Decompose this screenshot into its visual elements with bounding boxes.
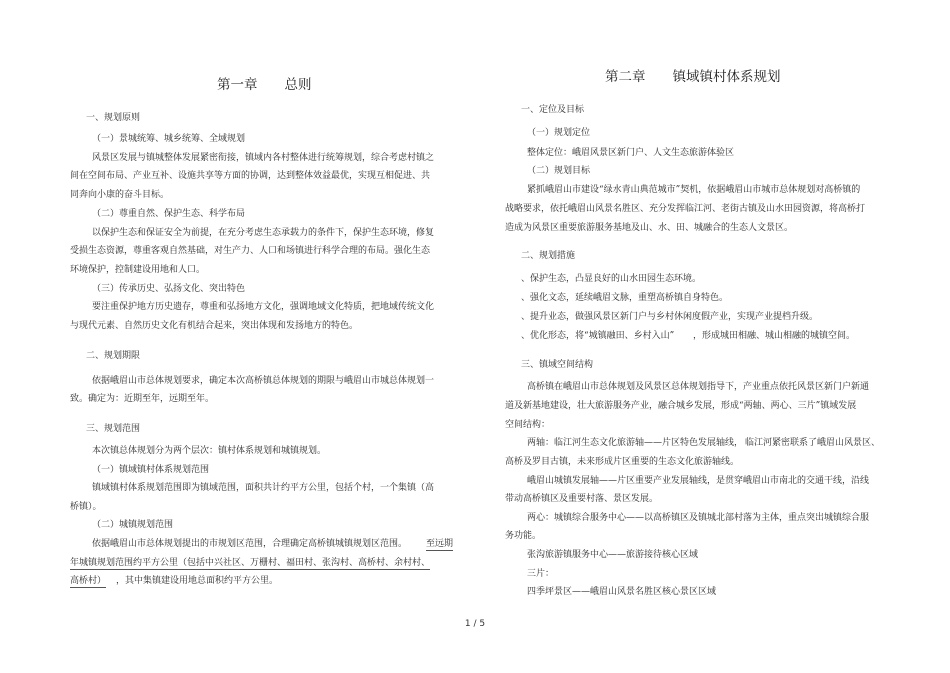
paragraph-line: 三片：	[527, 569, 555, 579]
paragraph-line: 桥镇）。	[70, 502, 102, 512]
paragraph-line: 紧抓峨眉山市建设“绿水青山典范城市”契机，依据峨眉山市城市总体规划对高桥镇的	[527, 185, 861, 195]
paragraph-line: 战略要求，依托峨眉山风景名胜区、充分发挥临江河、老街古镇及山水田园资源，将高桥打	[505, 204, 866, 214]
paragraph-line: 风景区发展与镇城整体发展紧密衔接，镇域内各村整体进行统筹规划，综合考虑村镇之	[92, 153, 435, 163]
list-item: 、优化形态，将“城镇融田、乡村入山”	[521, 331, 675, 341]
list-item: 、保护生态，凸显良好的山水田园生态环境。	[521, 274, 702, 284]
paragraph-line: 道及新基地建设，壮大旅游服务产业，融合城乡发展，形成“两轴、两心、三片”镇域发展	[505, 401, 857, 411]
underlined-text: 至远期	[426, 539, 454, 549]
section-heading: 三、规划范围	[86, 424, 141, 434]
paragraph-line: 峨眉山城镇发展轴——片区重要产业发展轴线，是贯穿峨眉山市南北的交通干线，沿线	[527, 476, 870, 486]
subsection-heading: （一）规划定位	[527, 128, 591, 138]
paragraph-line: 依据峨眉山市总体规划要求，确定本次高桥镇总体规划的期限与峨眉山市城总体规划一	[92, 376, 435, 386]
paragraph-line: 造成为风景区重要旅游服务基地及山、水、田、城融合的生态人文景区。	[505, 223, 794, 233]
paragraph-line: 张沟旅游镇服务中心——旅游接待核心区域	[527, 550, 699, 560]
paragraph-line: 带动高桥镇区及重要村落、景区发展。	[505, 494, 659, 504]
paragraph-line: 同奔向小康的奋斗目标。	[70, 190, 170, 200]
paragraph-line: 要注重保护地方历史遗存，尊重和弘扬地方文化，强调地域文化特质，把地域传统文化	[92, 302, 435, 312]
section-heading: 一、规划原则	[86, 113, 141, 123]
subsection-heading: （二）尊重自然、保护生态、科学布局	[92, 209, 246, 219]
section-heading: 三、镇域空间结构	[521, 360, 594, 370]
paragraph-line: 依据峨眉山市总体规划提出的市规划区范围，合理确定高桥镇城镇规划区范围。	[92, 539, 408, 549]
subsection-heading: （一）镇域镇村体系规划范围	[92, 465, 210, 475]
paragraph-line: 以保护生态和保证安全为前提，在充分考虑生态承载力的条件下，保护生态环境，修复	[92, 228, 435, 238]
paragraph-line: 两心：城镇综合服务中心——以高桥镇区及镇城北部村落为主体，重点突出城镇综合服	[527, 513, 870, 523]
list-item: 、提升业态，做强风景区新门户与乡村休闲度假产业，实现产业提档升级。	[521, 312, 819, 322]
paragraph-line: 致。确定为：近期至年，远期至年。	[70, 394, 215, 404]
paragraph-line: 受损生态资源，尊重客观自然基础，对生产力、人口和场镇进行科学合理的布局。强化生态	[70, 246, 431, 256]
chapter-title: 第二章 镇域镇村体系规划	[605, 69, 781, 85]
chapter-title: 第一章 总则	[217, 77, 312, 93]
paragraph-line: 临江河紧密联系了峨眉山风景区、	[745, 438, 881, 448]
paragraph-line: 间在空间布局、产业互补、设施共享等方面的协调，达到整体效益最优，实现互相促进、共	[70, 171, 431, 181]
paragraph-line: 与现代元素、自然历史文化有机结合起来，突出体现和发扬地方的特色。	[70, 321, 359, 331]
paragraph-line: 高桥镇在峨眉山市总体规划及风景区总体规划指导下，产业重点依托风景区新门户新通	[527, 382, 870, 392]
paragraph-line: 空间结构：	[505, 420, 551, 430]
paragraph-line: 环境保护，控制建设用地和人口。	[70, 265, 206, 275]
paragraph-line: ，其中集镇建设用地总面积约平方公里。	[116, 576, 279, 586]
page-number: 1 / 5	[464, 619, 486, 629]
paragraph-line: 高桥及罗目古镇，未来形成片区重要的生态文化旅游轴线。	[505, 457, 740, 467]
subsection-heading: （二）规划目标	[527, 166, 591, 176]
subsection-heading: （一）景城统筹、城乡统筹、全域规划	[92, 134, 246, 144]
paragraph-line: 四季坪景区——峨眉山风景名胜区核心景区区域	[527, 587, 717, 597]
paragraph-line: 两轴：临江河生态文化旅游轴——片区特色发展轴线，	[527, 438, 744, 448]
paragraph-line: 镇域镇村体系规划范围即为镇域范围，面积共计约平方公里，包括个村，一个集镇（高	[92, 483, 435, 493]
list-item: 、强化文态，延续峨眉文脉，重塑高桥镇自身特色。	[521, 293, 729, 303]
paragraph-line: 务功能。	[505, 531, 542, 541]
section-heading: 二、规划期限	[86, 351, 141, 361]
subsection-heading: （二）城镇规划范围	[92, 520, 174, 530]
underlined-text: 高桥村）	[70, 576, 107, 586]
section-heading: 二、规划措施	[521, 251, 576, 261]
underlined-text: 年城镇规划范围约平方公里（包括中兴社区、万栅村、福田村、张沟村、高桥村、余村村、	[70, 558, 431, 568]
paragraph-line: 本次镇总体规划分为两个层次：镇村体系规划和城镇规划。	[92, 446, 327, 456]
section-heading: 一、定位及目标	[521, 105, 585, 115]
list-item: ，形成城田相融、城山相融的城镇空间。	[693, 331, 856, 341]
paragraph-line: 整体定位：峨眉风景区新门户、人文生态旅游体验区	[527, 148, 735, 158]
subsection-heading: （三）传承历史、弘扬文化、突出特色	[92, 284, 246, 294]
